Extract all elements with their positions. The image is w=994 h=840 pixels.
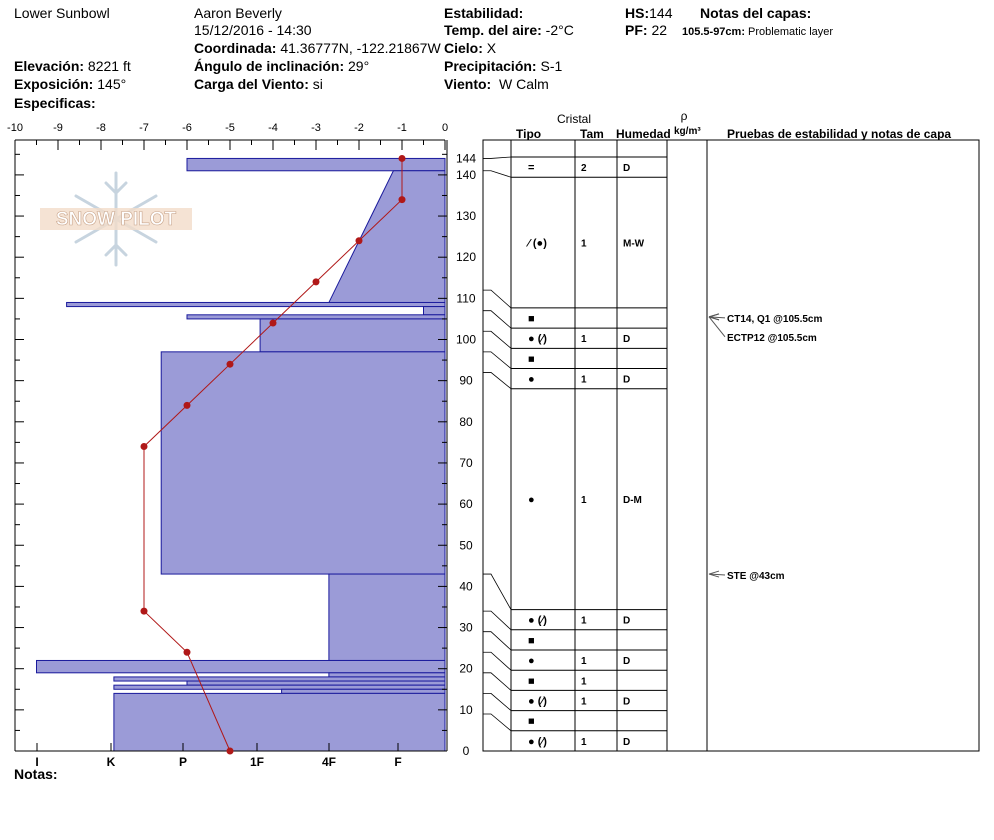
notes-label: Notas: — [14, 766, 58, 782]
stability-label: Estabilidad: — [444, 5, 524, 21]
depth-tick-label: 130 — [455, 209, 477, 224]
layer-grain-size: 1 — [581, 656, 587, 668]
hardness-bar — [187, 315, 445, 319]
temp-tick-label: -9 — [53, 122, 63, 134]
layer-connector — [483, 693, 511, 710]
moisture-header: Humedad — [616, 127, 671, 141]
layer-grain-size: 2 — [581, 163, 587, 175]
depth-tick-label: 100 — [455, 332, 477, 347]
air-temp-label: Temp. del aire: — [444, 22, 542, 38]
depth-tick-label: 70 — [459, 455, 473, 470]
hardness-bar — [329, 574, 445, 660]
elevation-label: Elevación: — [14, 58, 85, 74]
temp-tick-label: -3 — [311, 122, 321, 134]
hardness-bar — [329, 673, 445, 677]
sky-value: X — [486, 40, 497, 56]
pf-label: PF: — [625, 22, 648, 38]
layer-connector — [483, 632, 511, 650]
temp-tick-label: 0 — [441, 122, 449, 134]
stability-tests — [709, 314, 822, 582]
temperature-point — [227, 748, 234, 755]
hardness-label: K — [106, 755, 116, 769]
site-name: Lower Sunbowl — [14, 5, 110, 21]
temp-tick-label: -10 — [7, 122, 23, 134]
temp-tick-label: -5 — [225, 122, 235, 134]
layer-grain-type: ● — [528, 373, 535, 386]
density-header: kg/m³ — [674, 126, 701, 137]
temperature-point — [141, 608, 148, 615]
wind-label: Viento: — [444, 76, 492, 92]
hs-label: HS: — [625, 5, 650, 21]
depth-tick-label: 20 — [459, 661, 473, 676]
hardness-bars — [37, 158, 446, 751]
test-arrow — [709, 314, 719, 317]
layer-grain-size: 1 — [581, 495, 587, 507]
stability-test-label: CT14, Q1 @105.5cm — [727, 313, 823, 325]
depth-tick-label: 80 — [459, 414, 473, 429]
slope-value: 29° — [348, 58, 370, 74]
layer-grain-size: 1 — [581, 334, 587, 346]
temperature-point — [270, 320, 277, 327]
temp-tick-label: -4 — [268, 122, 278, 134]
layer-note-text: Problematic layer — [745, 26, 834, 38]
aspect-value: 145° — [97, 76, 127, 92]
layer-grain-size: 1 — [581, 736, 587, 748]
layer-connector — [483, 372, 511, 388]
temp-tick-label: -6 — [182, 122, 192, 134]
stability-test-label: STE @43cm — [727, 571, 785, 583]
layer-connector — [483, 673, 511, 691]
layer-connector — [483, 311, 511, 328]
temperature-point — [227, 361, 234, 368]
precip-label: Precipitación: — [444, 58, 537, 74]
sky-label: Cielo: — [444, 40, 483, 56]
layer-connector — [483, 331, 511, 348]
temperature-point — [399, 155, 406, 162]
wind-load-label: Carga del Viento: — [194, 76, 309, 92]
temperature-point — [356, 237, 363, 244]
hardness-bar — [161, 352, 445, 574]
layer-grain-type: ■ — [528, 353, 535, 366]
layer-grain-type: ⁄ (●) — [528, 237, 547, 250]
type-header: Tipo — [516, 127, 542, 141]
layer-moisture: D — [623, 656, 631, 668]
layer-grain-type: ● — [528, 494, 535, 507]
temperature-point — [399, 196, 406, 203]
layer-moisture: D — [623, 736, 631, 748]
layer-moisture: D — [623, 374, 631, 386]
hs-value: 144 — [649, 5, 673, 21]
layer-moisture: M-W — [623, 238, 645, 250]
hardness-bar — [260, 319, 445, 352]
temperature-point — [313, 278, 320, 285]
layer-grain-type: ■ — [528, 634, 535, 647]
layer-grain-type: ● (⁄) — [528, 333, 547, 346]
tests-header: Pruebas de estabilidad y notas de capa — [727, 127, 952, 141]
slope-label: Ángulo de inclinación: — [194, 58, 345, 74]
hardness-label: F — [394, 755, 402, 769]
layer-notes-label: Notas del capas: — [700, 5, 812, 21]
rho-header: ρ — [680, 109, 688, 123]
wind-load-value: si — [312, 76, 323, 92]
hardness-bar — [187, 681, 445, 685]
layer-grain-type: ● — [528, 655, 535, 668]
temp-tick-label: -8 — [96, 122, 106, 134]
layer-moisture: D-M — [623, 495, 642, 507]
layer-grain-type: ● (⁄) — [528, 695, 547, 708]
depth-tick-label: 90 — [459, 373, 473, 388]
hardness-label: 4F — [321, 755, 337, 769]
layer-grain-size: 1 — [581, 238, 587, 250]
temperature-point — [184, 649, 191, 656]
coordinate-value: 41.36777N, -122.21867W — [280, 40, 441, 56]
temp-tick-label: -1 — [397, 122, 407, 134]
depth-tick-label: 0 — [462, 744, 470, 758]
hardness-bar — [424, 307, 446, 315]
temperature-point — [184, 402, 191, 409]
layer-connector — [483, 171, 511, 177]
hardness-label: 1F — [249, 755, 265, 769]
depth-tick-label: 120 — [455, 250, 477, 265]
hardness-bar — [37, 660, 446, 672]
aspect-label: Exposición: — [14, 76, 94, 92]
layer-connector — [483, 652, 511, 670]
layer-moisture: D — [623, 334, 631, 346]
layer-grain-size: 1 — [581, 676, 587, 688]
pf-value: 22 — [651, 22, 668, 38]
observer-name: Aaron Beverly — [194, 5, 282, 21]
observation-datetime: 15/12/2016 - 14:30 — [194, 22, 312, 38]
temperature-point — [141, 443, 148, 450]
temp-tick-label: -7 — [139, 122, 149, 134]
layer-grain-type: ■ — [528, 313, 535, 326]
depth-tick-label: 10 — [459, 702, 473, 717]
test-arrow — [709, 571, 719, 574]
layer-grain-type: ■ — [528, 715, 535, 728]
depth-tick-label: 140 — [455, 167, 477, 182]
depth-tick-label: 30 — [459, 620, 473, 635]
layer-grain-type: ● (⁄) — [528, 735, 547, 748]
layer-connector — [483, 290, 511, 308]
layer-moisture: D — [623, 615, 631, 627]
specifics-label: Especificas: — [14, 95, 96, 111]
hardness-bar — [114, 693, 445, 751]
layer-connector — [483, 157, 511, 158]
logo-text: SNOW PILOT — [55, 209, 177, 230]
layer-grain-type: = — [528, 162, 535, 175]
layer-table — [483, 140, 979, 751]
hardness-label: P — [178, 755, 188, 769]
hardness-bar — [114, 685, 445, 689]
stability-test-label: ECTP12 @105.5cm — [727, 332, 817, 344]
layer-connector — [483, 611, 511, 630]
precip-value: S-1 — [540, 58, 563, 74]
layer-connector — [483, 714, 511, 731]
layer-grain-type: ● (⁄) — [528, 614, 547, 627]
depth-tick-label: 50 — [459, 538, 473, 553]
hardness-bar — [329, 171, 445, 303]
hardness-bar — [114, 677, 445, 681]
snowpilot-logo — [40, 173, 192, 265]
layer-connector — [483, 352, 511, 369]
crystal-header: Cristal — [556, 112, 591, 126]
layer-connector — [483, 574, 511, 610]
hardness-bar — [187, 158, 445, 170]
layer-note-range: 105.5-97cm: — [682, 26, 745, 38]
air-temp-value: -2°C — [545, 22, 574, 38]
layer-grain-size: 1 — [581, 696, 587, 708]
depth-tick-label: 40 — [459, 579, 473, 594]
wind-value: W Calm — [498, 76, 549, 92]
layer-moisture: D — [623, 163, 631, 175]
elevation-value: 8221 ft — [87, 58, 131, 74]
depth-top-label: 144 — [455, 151, 477, 166]
coordinate-label: Coordinada: — [194, 40, 277, 56]
hardness-bar — [67, 302, 445, 306]
depth-tick-label: 60 — [459, 497, 473, 512]
test-leader — [709, 317, 725, 337]
temp-tick-label: -2 — [354, 122, 364, 134]
size-header: Tam — [580, 127, 604, 141]
layer-grain-size: 1 — [581, 374, 587, 386]
hardness-bar — [282, 689, 445, 693]
layer-moisture: D — [623, 696, 631, 708]
layer-grain-size: 1 — [581, 615, 587, 627]
hardness-label: I — [35, 755, 39, 769]
depth-tick-label: 110 — [456, 291, 476, 306]
layer-table-frame — [483, 140, 979, 751]
layer-grain-type: ■ — [528, 675, 535, 688]
